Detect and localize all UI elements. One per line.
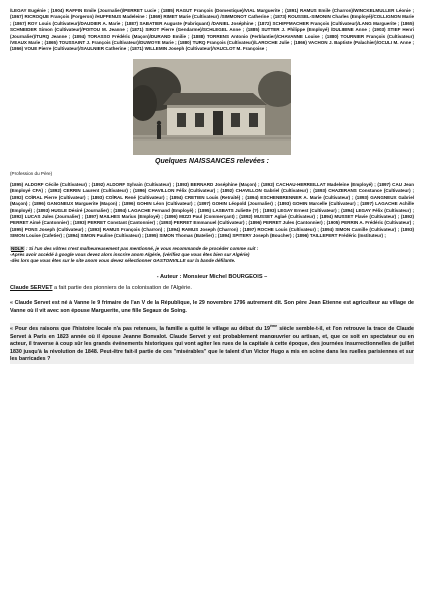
subject-name: Claude SERVET — [10, 285, 53, 292]
intro-text: a fait partie des pionniers de la colonisation de l'Algérie. — [52, 285, 192, 292]
profession-note: (Profession du Père) — [10, 170, 53, 176]
intro-line — [10, 284, 414, 292]
births-list: (1895) ALDORF Cécile (Cultivateur) ; (1892) ALDORF Sylvain (Cultivateur) ; (1893) BERNARD Joséphine (Maçon) ; (1892) CACHAU-HERREILLAT Madeleine (Employé) ; (1897) CAU Jean (Employé CFA) ; (1892) CERRIN Laurent (Cultivateur) ; (1896) CHAVILLON Félix (Cultivateur) ; (1892) CHAVILLON Gabriel (Cultivateur) ; (1893) CHAZERANS Constance (Cultivateur) ; (1892) COÏRAL Pierre (Cultivateur) ; (1893) COÏRAL René (Cultivateur) ; (1894) CRETIEN Louis (Retraité) ; (1894) ESCHENBRENNER A. Marie (Cultivateur) ; (1893) GANGNEUX Gabriel (Maçon) ; (1896) GANGNEUX Marguerite (Maçon) ; (1896) GOHIN Léon (Cultivateur) ; (1897) GOHIN Léopold (Journalier) ; (1893) GOHIN Marcelle (Cultivateur) ; (1897) LAGACHE Achille (Employé) ; (1893) HUGLE Désiré (Journalier) ; (1894) LAGACHE Fernand (Employé) ; (1895) LASBATS Juliette (?) ; (1893) LEGAY Ernest (Cultivateur) ; (1894) LEGAY Félix (Cultivateur) ; (1892) LUCAS Jules (Journalier) ; (1897) MAILHES Marius (Employé) ; (1896) MIZZI Paul (Commerçant) ; (1892) MUSSET Aglaé (Cultivateur) ; (1894) MUSSET Flavie (Cultivateur) ; (1892) PERRET Aimé (Cantonnier) ; (1893) PERRET Constant (Cantonnier) ; (1893) PERRET Emmanuel (Cultivateur) ; (1896) PERRET Jules (Cantonnier) ; (1905) PERRIN A. Frédéric (Cultivateur) ; (1895) PONS Joseph (Cultivateur) ; (1893) RAMUS François (Charron) ; (1894) RAMUS Joseph (Charron) ; (1897) ROCHE Louis (Cultivateur) ; (1894) SIMON Camille (Cultivateur) ; (1893) SIMON Louise (Cafetier) ; (1894) SIMON Pauline (Cultivateur) ; (1895) SIMON Thomas (Batelier) ; (1894) SPITERY Joseph (Boucher) ; (1896) TAILLEFERT Frédéric (Instituteur) ; — [10, 182, 414, 239]
births-caption: Quelques NAISSANCES relevées : — [155, 157, 269, 165]
quote-paragraph-2 — [10, 323, 414, 363]
quote2-part-a: « Pour des raisons que l'histoire locale n'a pas retenues, la famille a quitté le village au début du 19 — [10, 326, 270, 333]
deaths-list: /LEGAY Eugénie ; (1904) RAFFIN Emile (Journalier)/PERRET Lucie ; (1885) RAGUT François (Domestique)/VIAL Marguerite ; (1891) RAMUS Emile (Charron)/WINCKELMULLER Léonie ; (1867) RICROQUE François (Forgeron) /HUFFENUS Madeleine : (1869) RIMET Marie (Cultivateur) /SIMMONOT Catherine ; (1873) ROUSSEL-SIMONIN Charles (Employé)/COLLIGNON Marie ; (1867) ROY Louis (Cultivateur)/DAUDIER A. Marie ; (1887) SABATIER Auguste (Fabriquant) /DANIEL Joséphine ; (1872) SCHIFFMACHER François (Cultivateur)/LANG Marguerite ; (1865) SCHNEIDER Simon (Cultivateur)/POITOU M. Jeanne ; (1871) SIROT Pierre (Gendarme)/SCHLEGEL Anne ; (1885) SUTTER J. Philippe (Employé) /DULIBINE Anne ; (1903) STIEF Henri (Journalier)/TURQ Jeanne ; (1894) TORASSO Frédéric (Maçon)/DURAND Emilie ; (1888) TORRENS Antonio (Ferblantier)/CHAVANNE Louise ; (1880) TOURNIER François (Cultivateur) /VEAUX Marie ; (1865) TOUSSAINT J. François (Cultivateur)/DUWOYE Marie ; (1880) TURQ François (Cultivateur)/LAROCHE Julie ; (1866) VACHON J. Baptiste (Palachier)/OCULI M. Anne ; (1866) VOUE Pierre (Cultivateur)/SAULNIER Catherine ; (1871) WILLEMIN Joseph (Cultivateur)/VAUCLOT M. Françoise ; — [10, 8, 414, 52]
village-house-photo — [133, 59, 291, 155]
editor-note — [10, 246, 414, 265]
quote2-part-b: siècle semble-t-il, et l'on retrouve la trace de Claude Servet à Paris en 1823 année où il épouse Jeanne Bonvalot. Claude Servet y est probablement manœuvrier ou artisan, et, que ce soit en spectateur ou en acteur, il traverse à coup sûr les grands événements historiques qui vont agiter les rues de la capitale à cette époque, des journées insurrectionnelles de juillet 1830 jusqu'à la révolution de 1848. Peut-être fait-il partie de ces "misérables" que le talent d'un Victor Hugo a mis en scène dans les ruelles parisiennes et sur les barricades ? — [10, 326, 414, 363]
ndlr-step-2: -dès lors que vous êtes sur le site anom vous devez sélectionner GASTONVILLE sur la bande défilante. — [10, 258, 236, 264]
ndlr-tag: NDLR — [11, 245, 24, 251]
quote2-superscript: ème — [269, 324, 278, 329]
author-line: - Auteur : Monsieur Michel BOURGEOIS – — [156, 274, 268, 281]
quote-paragraph-1: « Claude Servet est né à Vanne le 9 frimaire de l'an V de la République, le 29 novembre 1796 autrement dit. Son père Jean Etienne est agriculteur au village de Vanne où il vit avec son épouse Marguerite, une fille Segaux de Soing. — [10, 300, 414, 314]
document-page — [10, 8, 414, 364]
ndlr-text: : Si l'un des vôtres n'est malheureusement pas mentionné, je vous recommande de procéder comme suit : — [24, 245, 259, 251]
ndlr-step-1: -Après avoir accédé à google vous devez alors inscrire anom Algérie, (vérifiez que vous êtes bien sur Algérie) — [10, 251, 250, 257]
